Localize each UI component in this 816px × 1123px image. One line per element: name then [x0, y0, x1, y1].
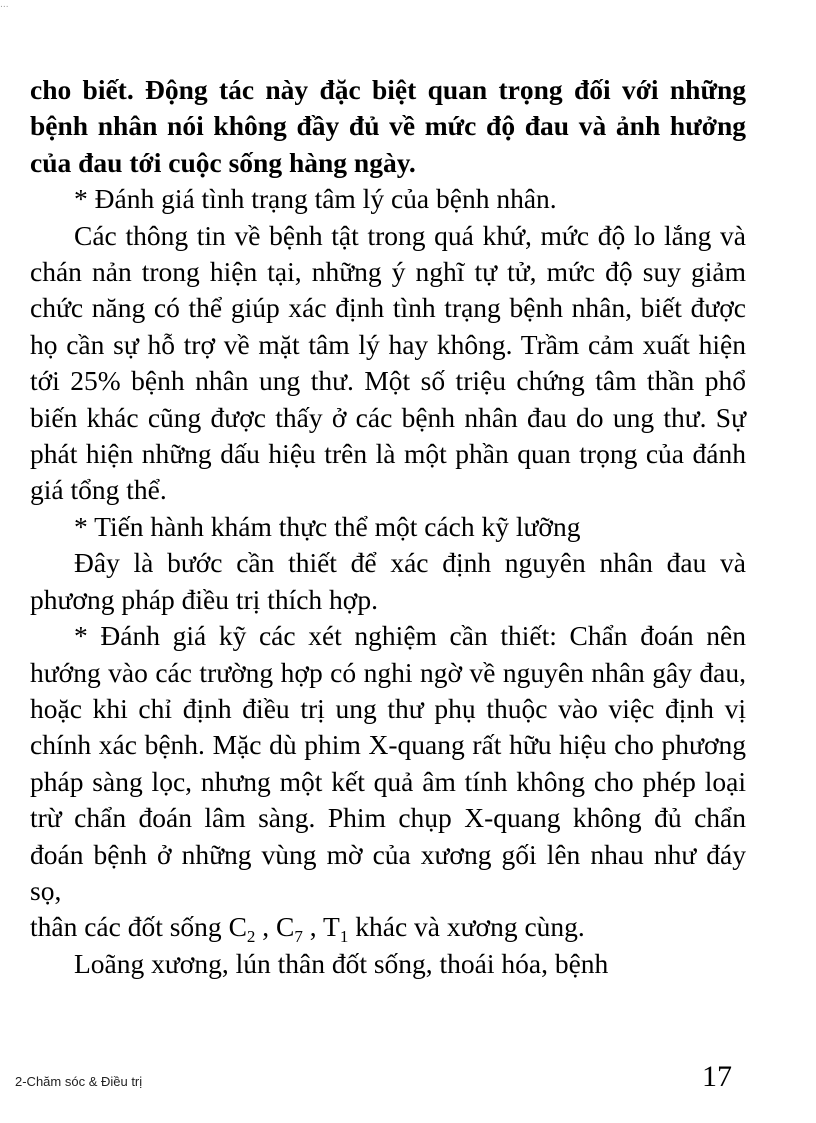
footer-book-label: 2-Chăm sóc & Điều trị	[15, 1074, 143, 1089]
paragraph-lab-tests: * Đánh giá kỹ các xét nghiệm cần thiết: Chẩn đoán nên hướng vào các trường hợp có nghi ngờ về nguyên nhân gây đau, hoặc khi chỉ định điều trị ung thư phụ thuộc vào việc định vị chính xác bệnh. Mặc dù phim X-quang rất hữu hiệu cho phương pháp sàng lọc, nhưng một kết quả âm tính không cho phép loại trừ chẩn đoán lâm sàng. Phim chụp X-quang không đủ chẩn đoán bệnh ở những vùng mờ của xương gối lên nhau như đáy sọ,	[30, 620, 746, 906]
paragraph-psychological: Các thông tin về bệnh tật trong quá khứ, mức độ lo lắng và chán nản trong hiện tại, những ý nghĩ tự tử, mức độ suy giảm chức năng có thể giúp xác định tình trạng bệnh nhân, biết được họ cần sự hỗ trợ về mặt tâm lý hay không. Trầm cảm xuất hiện tới 25% bệnh nhân ung thư. Một số triệu chứng tâm thần phổ biến khác cũng được thấy ở các bệnh nhân đau do ung thư. Sự phát hiện những dấu hiệu trên là một phần quan trọng của đánh giá tổng thể.	[30, 219, 746, 506]
vertebrae-suffix: khác và xương cùng.	[355, 911, 585, 943]
heading-physical-exam: * Tiến hành khám thực thể một cách kỹ lưỡng	[74, 510, 581, 542]
paragraph-intro: cho biết. Động tác này đặc biệt quan trọng đối với những bệnh nhân nói không đầy đủ về mức độ đau và ảnh hưởng của đau tới cuộc sống hàng ngày.	[30, 74, 746, 178]
vertebrae-line: thân các đốt sống $C_2$ , $C_7$ , $T_1$ khác và xương cùng.	[30, 911, 585, 947]
vertebra-c7-letter: C	[276, 911, 295, 943]
page-number: 17	[702, 1060, 732, 1093]
vertebrae-prefix: thân các đốt sống	[30, 911, 229, 943]
vertebra-c2-letter: C	[228, 911, 247, 943]
vertebra-c7-subscript: 7	[294, 927, 303, 947]
paragraph-physical-exam: Đây là bước cần thiết để xác định nguyên nhân đau và phương pháp điều trị thích hợp.	[30, 547, 746, 615]
vertebra-c2-subscript: 2	[246, 927, 256, 947]
vertebra-t1-letter: T	[323, 911, 340, 943]
heading-psychological-assessment: * Đánh giá tình trạng tâm lý của bệnh nhân.	[74, 183, 557, 215]
corner-mark: ...	[0, 0, 9, 10]
paragraph-osteoporosis: Loãng xương, lún thân đốt sống, thoái hóa, bệnh	[74, 947, 609, 979]
body-text	[30, 72, 746, 982]
vertebra-t1-subscript: 1	[339, 927, 349, 947]
